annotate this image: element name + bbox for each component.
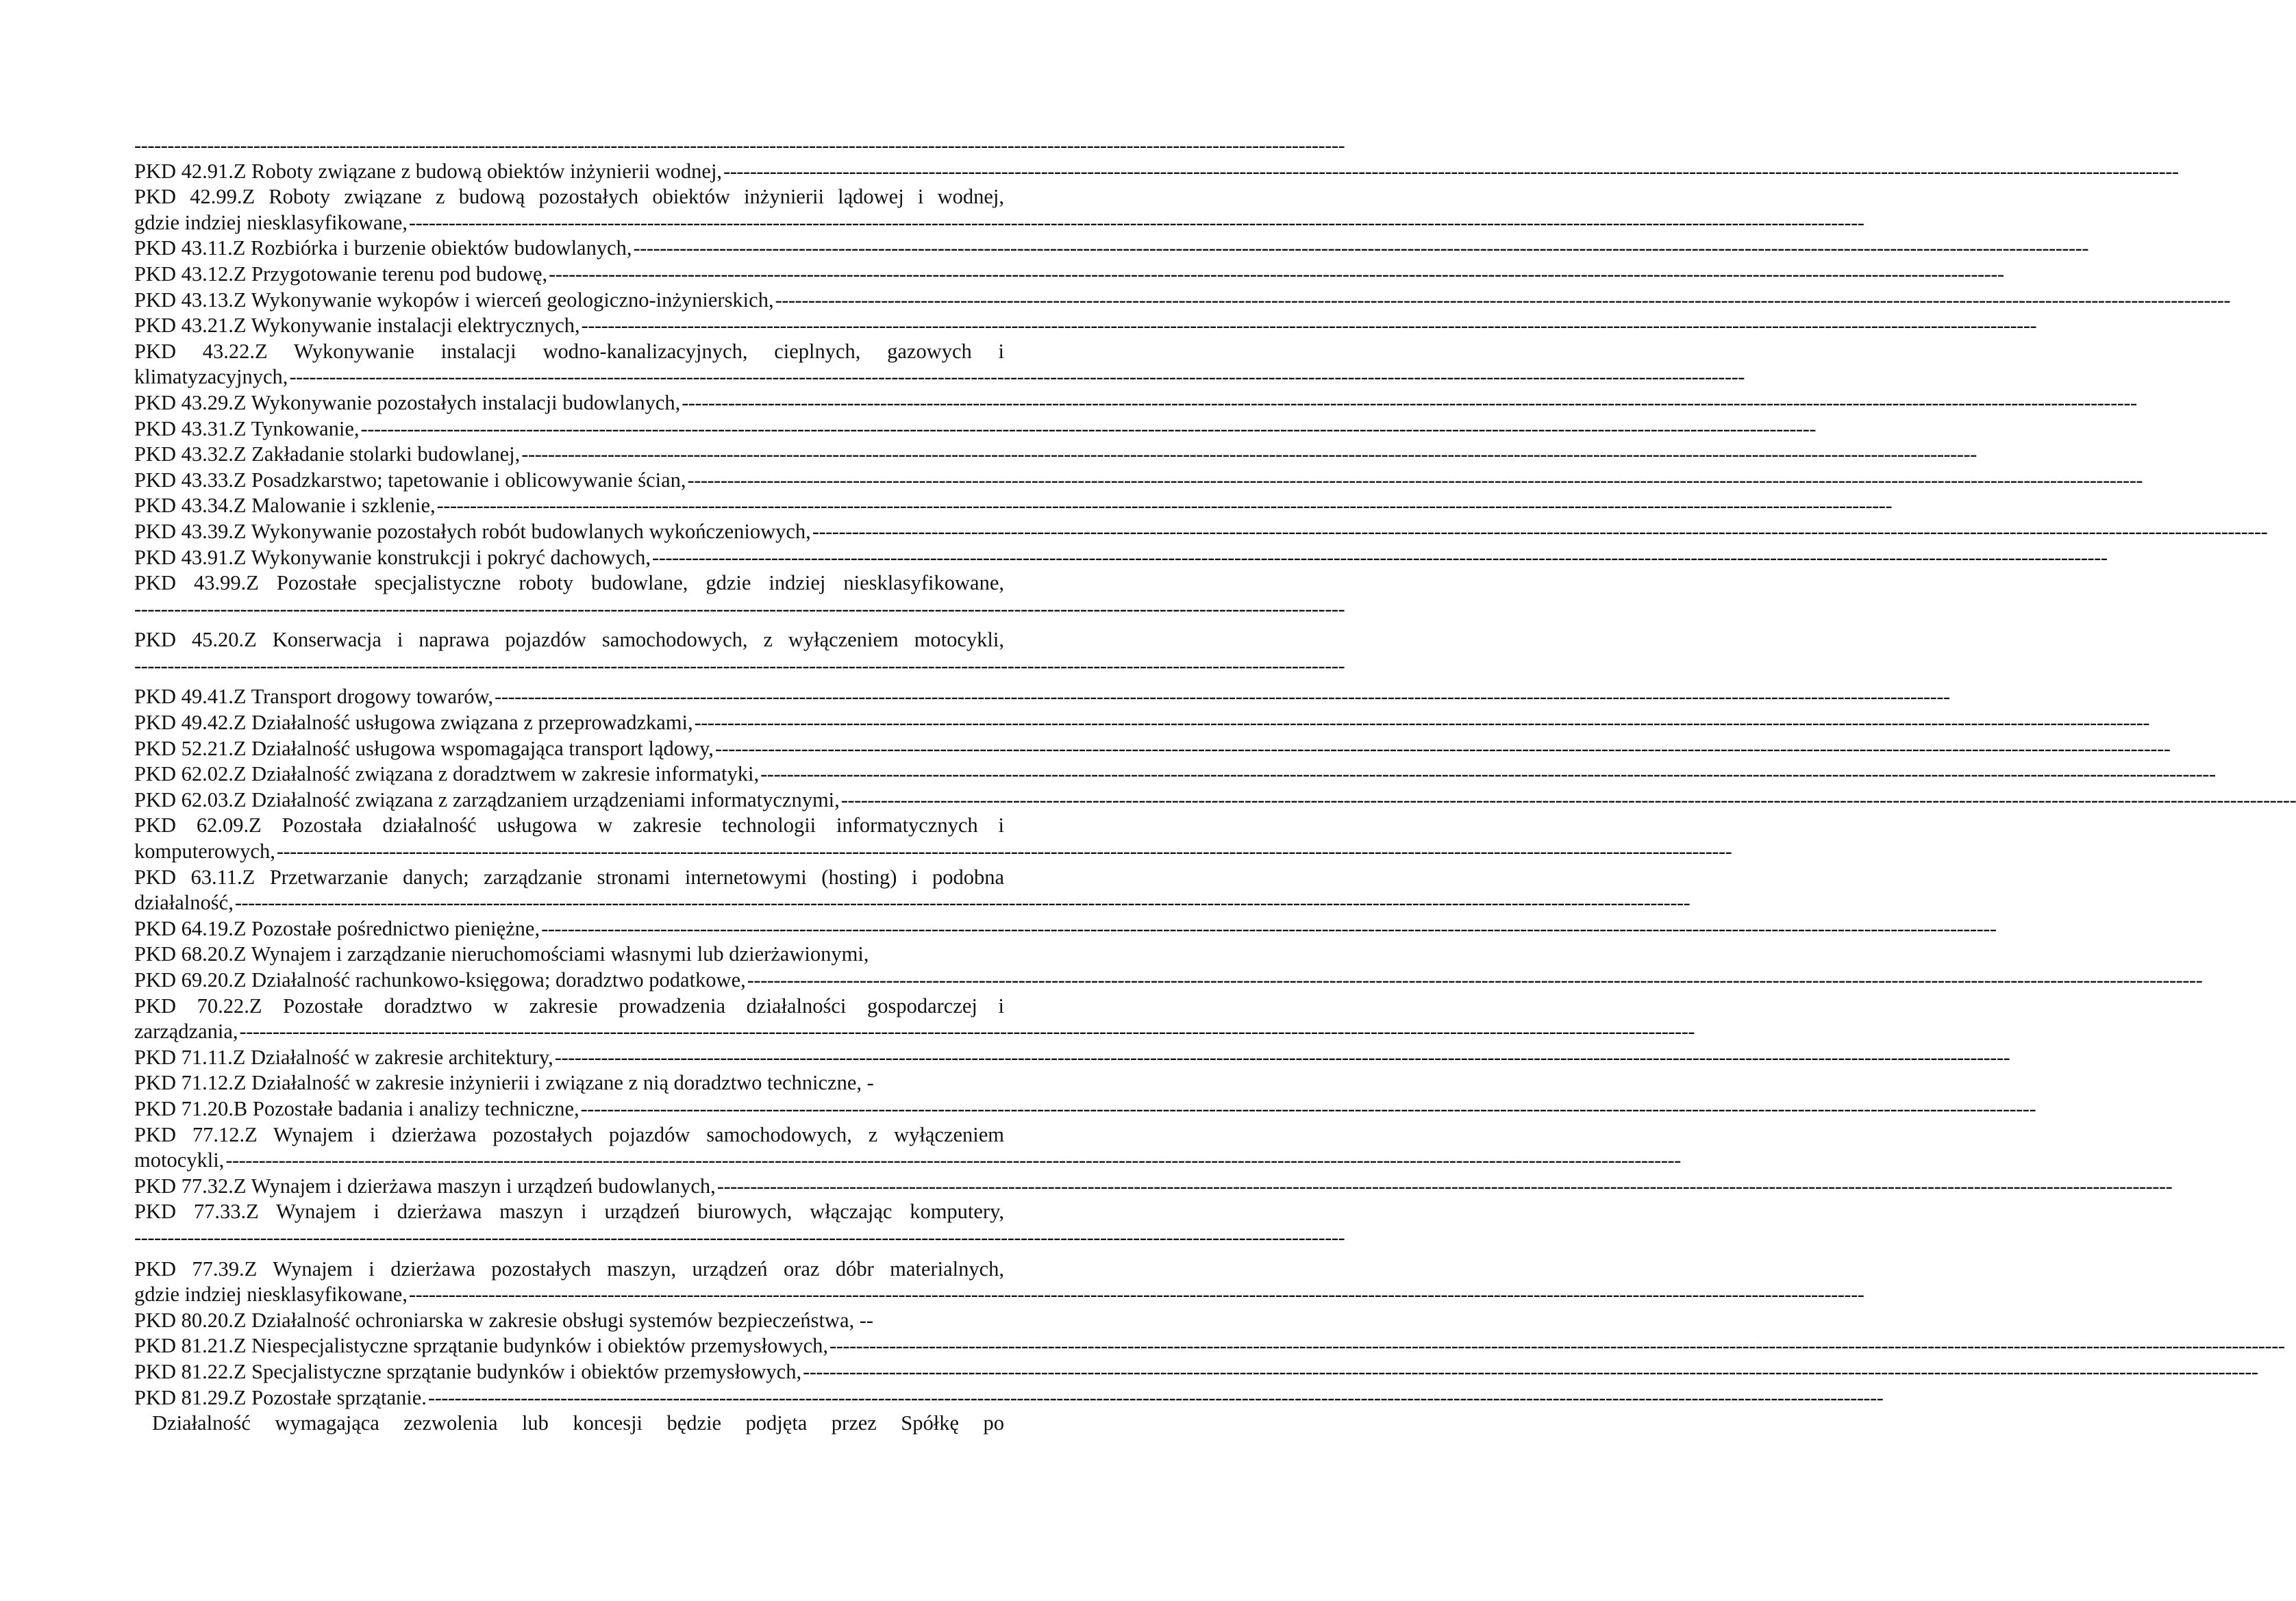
line-spacer bbox=[134, 1251, 1004, 1257]
pkd-line bbox=[134, 710, 2150, 736]
pkd-line-text: PKD 64.19.Z Pozostałe pośrednictwo pieniężne, bbox=[134, 916, 540, 940]
dash-leader: ---------------------------------------------------------------------------------------------------------------------------------------------------------------------------------------------------------------------------- bbox=[747, 968, 2203, 992]
pkd-line-text: PKD 43.29.Z Wykonywanie pozostałych instalacji budowlanych, bbox=[134, 390, 681, 414]
pkd-line: PKD 43.22.Z Wykonywanie instalacji wodno-kanalizacyjnych, cieplnych, gazowych i bbox=[134, 339, 1004, 363]
pkd-line-text: klimatyzacyjnych, bbox=[134, 365, 288, 389]
pkd-line bbox=[134, 236, 2088, 262]
pkd-line-text: gdzie indziej niesklasyfikowane, bbox=[134, 210, 408, 234]
pkd-line bbox=[134, 1359, 2258, 1385]
dash-leader: ---------------------------------------------------------------------------------------------------------------------------------------------------------------------------------------------------------------------------- bbox=[541, 916, 1997, 940]
dash-separator-text: --------------------------------------------------------------------------------------------------------------------------------------------------------------------------------------- bbox=[134, 1225, 1345, 1249]
pkd-line bbox=[134, 262, 2004, 288]
pkd-line: PKD 42.99.Z Roboty związane z budową pozostałych obiektów inżynierii lądowej i wodnej, bbox=[134, 185, 1004, 209]
dash-leader: ---------------------------------------------------------------------------------------------------------------------------------------------------------------------------------------------------------------------------- bbox=[495, 685, 1950, 709]
dash-leader: ---------------------------------------------------------------------------------------------------------------------------------------------------------------------------------------------------------------------------- bbox=[360, 416, 1817, 440]
dash-leader: ---------------------------------------------------------------------------------------------------------------------------------------------------------------------------------------------------------------------------- bbox=[225, 1148, 1681, 1172]
pkd-line bbox=[134, 1148, 1681, 1174]
pkd-line-text: PKD 81.21.Z Niespecjalistyczne sprzątanie budynków i obiektów przemysłowych, bbox=[134, 1334, 829, 1358]
pkd-line-text: PKD 43.91.Z Wykonywanie konstrukcji i pokryć dachowych, bbox=[134, 545, 651, 569]
dash-leader: ---------------------------------------------------------------------------------------------------------------------------------------------------------------------------------------------------------------------------- bbox=[289, 365, 1745, 389]
pkd-line: PKD 43.99.Z Pozostałe specjalistyczne roboty budowlane, gdzie indziej niesklasyfikowane, bbox=[134, 571, 1004, 595]
dash-leader: ---------------------------------------------------------------------------------------------------------------------------------------------------------------------------------------------------------------------------- bbox=[829, 1334, 2285, 1358]
dash-leader: ---------------------------------------------------------------------------------------------------------------------------------------------------------------------------------------------------------------------------- bbox=[580, 1096, 2036, 1120]
pkd-line-text: PKD 49.42.Z Działalność usługowa związana z przeprowadzkami, bbox=[134, 711, 693, 735]
pkd-line bbox=[134, 442, 1977, 468]
pkd-line-text: PKD 43.11.Z Rozbiórka i burzenie obiektów budowlanych, bbox=[134, 236, 632, 260]
dash-leader: ---------------------------------------------------------------------------------------------------------------------------------------------------------------------------------------------------------------------------- bbox=[682, 390, 2137, 414]
dash-separator-text: --------------------------------------------------------------------------------------------------------------------------------------------------------------------------------------- bbox=[134, 596, 1345, 620]
pkd-line bbox=[134, 787, 2296, 814]
dash-leader: ---------------------------------------------------------------------------------------------------------------------------------------------------------------------------------------------------------------------------- bbox=[633, 236, 2088, 260]
dash-separator-text: --------------------------------------------------------------------------------------------------------------------------------------------------------------------------------------- bbox=[134, 134, 1345, 157]
pkd-line: PKD 68.20.Z Wynajem i zarządzanie nieruchomościami własnymi lub dzierżawionymi, bbox=[134, 942, 869, 966]
dash-leader: ---------------------------------------------------------------------------------------------------------------------------------------------------------------------------------------------------------------------------- bbox=[812, 519, 2268, 543]
pkd-line bbox=[134, 1096, 2036, 1122]
pkd-line: PKD 77.39.Z Wynajem i dzierżawa pozostałych maszyn, urządzeń oraz dóbr materialnych, bbox=[134, 1257, 1004, 1281]
pkd-line-text: PKD 43.21.Z Wykonywanie instalacji elektrycznych, bbox=[134, 314, 580, 338]
pkd-line bbox=[134, 519, 2268, 545]
dash-leader: ---------------------------------------------------------------------------------------------------------------------------------------------------------------------------------------------------------------------------- bbox=[234, 891, 1690, 915]
dash-leader: ---------------------------------------------------------------------------------------------------------------------------------------------------------------------------------------------------------------------------- bbox=[775, 288, 2231, 312]
document-text-body bbox=[134, 133, 2296, 1437]
dash-leader: ---------------------------------------------------------------------------------------------------------------------------------------------------------------------------------------------------------------------------- bbox=[408, 1283, 1864, 1307]
dash-separator-text: --------------------------------------------------------------------------------------------------------------------------------------------------------------------------------------- bbox=[134, 653, 1345, 677]
pkd-line-text: PKD 43.39.Z Wykonywanie pozostałych robót budowlanych wykończeniowych, bbox=[134, 519, 811, 543]
pkd-line: PKD 45.20.Z Konserwacja i naprawa pojazdów samochodowych, z wyłączeniem motocykli, bbox=[134, 628, 1004, 652]
pkd-line-text: PKD 43.31.Z Tynkowanie, bbox=[134, 416, 360, 440]
pkd-line-text: motocykli, bbox=[134, 1148, 225, 1172]
pkd-line bbox=[134, 1282, 1864, 1308]
pkd-line: PKD 70.22.Z Pozostałe doradztwo w zakresie prowadzenia działalności gospodarczej i bbox=[134, 994, 1004, 1018]
dash-separator-line bbox=[134, 133, 1345, 159]
closing-paragraph-line: Działalność wymagająca zezwolenia lub koncesji będzie podjęta przez Spółkę po bbox=[152, 1411, 1004, 1435]
pkd-line-text: PKD 71.11.Z Działalność w zakresie architektury, bbox=[134, 1045, 553, 1069]
pkd-line bbox=[134, 1385, 1884, 1411]
pkd-line-text: PKD 62.02.Z Działalność związana z doradztwem w zakresie informatyki, bbox=[134, 762, 760, 786]
dash-separator-line bbox=[134, 653, 1345, 679]
pkd-line bbox=[134, 1174, 2173, 1200]
pkd-line: PKD 77.12.Z Wynajem i dzierżawa pozostałych pojazdów samochodowych, z wyłączeniem bbox=[134, 1122, 1004, 1146]
dash-leader: ---------------------------------------------------------------------------------------------------------------------------------------------------------------------------------------------------------------------------- bbox=[554, 1045, 2010, 1069]
pkd-line: PKD 62.09.Z Pozostała działalność usługowa w zakresie technologii informatycznych i bbox=[134, 814, 1004, 837]
pkd-line bbox=[134, 1019, 1695, 1045]
dash-leader: ---------------------------------------------------------------------------------------------------------------------------------------------------------------------------------------------------------------------------- bbox=[760, 762, 2216, 786]
pkd-line-text: PKD 52.21.Z Działalność usługowa wspomagająca transport lądowy, bbox=[134, 736, 714, 760]
dash-leader: ---------------------------------------------------------------------------------------------------------------------------------------------------------------------------------------------------------------------------- bbox=[427, 1385, 1884, 1409]
pkd-line bbox=[134, 468, 2143, 494]
dash-leader: ---------------------------------------------------------------------------------------------------------------------------------------------------------------------------------------------------------------------------- bbox=[652, 545, 2108, 569]
pkd-line: PKD 80.20.Z Działalność ochroniarska w zakresie obsługi systemów bezpieczeństwa, -- bbox=[134, 1308, 874, 1332]
pkd-line-text: zarządzania, bbox=[134, 1020, 238, 1044]
dash-leader: ---------------------------------------------------------------------------------------------------------------------------------------------------------------------------------------------------------------------------- bbox=[436, 494, 1893, 518]
pkd-line bbox=[134, 736, 2171, 762]
pkd-line-text: PKD 71.20.B Pozostałe badania i analizy techniczne, bbox=[134, 1096, 579, 1120]
dash-leader: ---------------------------------------------------------------------------------------------------------------------------------------------------------------------------------------------------------------------------- bbox=[408, 210, 1864, 234]
dash-leader: ---------------------------------------------------------------------------------------------------------------------------------------------------------------------------------------------------------------------------- bbox=[276, 840, 1732, 863]
dash-leader: ---------------------------------------------------------------------------------------------------------------------------------------------------------------------------------------------------------------------------- bbox=[549, 262, 2004, 286]
pkd-line-text: PKD 43.13.Z Wykonywanie wykopów i wierceń geologiczno-inżynierskich, bbox=[134, 288, 774, 312]
pkd-line bbox=[134, 1333, 2285, 1359]
pkd-line-text: PKD 69.20.Z Działalność rachunkowo-księgowa; doradztwo podatkowe, bbox=[134, 968, 746, 992]
pkd-line-text: PKD 49.41.Z Transport drogowy towarów, bbox=[134, 685, 494, 709]
dash-leader: ---------------------------------------------------------------------------------------------------------------------------------------------------------------------------------------------------------------------------- bbox=[716, 1174, 2173, 1198]
line-spacer bbox=[134, 622, 1004, 627]
pkd-line: PKD 63.11.Z Przetwarzanie danych; zarządzanie stronami internetowymi (hosting) i podobna bbox=[134, 865, 1004, 889]
pkd-line-text: PKD 62.03.Z Działalność związana z zarządzaniem urządzeniami informatycznymi, bbox=[134, 787, 840, 811]
dash-leader: ---------------------------------------------------------------------------------------------------------------------------------------------------------------------------------------------------------------------------- bbox=[239, 1020, 1695, 1044]
pkd-line-text: PKD 43.32.Z Zakładanie stolarki budowlanej, bbox=[134, 442, 521, 466]
dash-separator-line bbox=[134, 1225, 1345, 1251]
pkd-line-text: PKD 43.33.Z Posadzkarstwo; tapetowanie i oblicowywanie ścian, bbox=[134, 468, 686, 492]
dash-leader: ---------------------------------------------------------------------------------------------------------------------------------------------------------------------------------------------------------------------------- bbox=[803, 1359, 2258, 1383]
pkd-line-text: PKD 42.91.Z Roboty związane z budową obiektów inżynierii wodnej, bbox=[134, 159, 723, 183]
pkd-line: PKD 77.33.Z Wynajem i dzierżawa maszyn i urządzeń biurowych, włączając komputery, bbox=[134, 1200, 1004, 1224]
pkd-line-text: komputerowych, bbox=[134, 840, 275, 863]
pkd-line bbox=[134, 545, 2108, 571]
dash-separator-line bbox=[134, 596, 1345, 622]
pkd-line bbox=[134, 416, 1817, 442]
dash-leader: ---------------------------------------------------------------------------------------------------------------------------------------------------------------------------------------------------------------------------- bbox=[694, 711, 2150, 735]
pkd-line bbox=[134, 390, 2137, 416]
pkd-line bbox=[134, 761, 2216, 787]
pkd-line bbox=[134, 890, 1690, 916]
pkd-line-text: działalność, bbox=[134, 891, 234, 915]
pkd-line-text: PKD 81.22.Z Specjalistyczne sprzątanie budynków i obiektów przemysłowych, bbox=[134, 1359, 802, 1383]
pkd-line-text: PKD 77.32.Z Wynajem i dzierżawa maszyn i urządzeń budowlanych, bbox=[134, 1174, 716, 1198]
pkd-line bbox=[134, 313, 2037, 339]
pkd-line bbox=[134, 684, 1950, 710]
pkd-line bbox=[134, 210, 1864, 236]
pkd-line bbox=[134, 839, 1732, 865]
dash-leader: ---------------------------------------------------------------------------------------------------------------------------------------------------------------------------------------------------------------------------- bbox=[581, 314, 2037, 338]
pkd-line bbox=[134, 364, 1745, 390]
dash-leader: ---------------------------------------------------------------------------------------------------------------------------------------------------------------------------------------------------------------------------- bbox=[687, 468, 2143, 492]
pkd-line: PKD 71.12.Z Działalność w zakresie inżynierii i związane z nią doradztwo techniczne, - bbox=[134, 1071, 874, 1095]
pkd-line bbox=[134, 1045, 2010, 1071]
line-spacer bbox=[134, 679, 1004, 684]
pkd-line bbox=[134, 916, 1997, 942]
pkd-line-text: PKD 43.34.Z Malowanie i szklenie, bbox=[134, 494, 436, 518]
pkd-line-text: PKD 81.29.Z Pozostałe sprzątanie. bbox=[134, 1385, 427, 1409]
pkd-line bbox=[134, 288, 2231, 314]
dash-leader: ---------------------------------------------------------------------------------------------------------------------------------------------------------------------------------------------------------------------------- bbox=[714, 736, 2171, 760]
dash-leader: ---------------------------------------------------------------------------------------------------------------------------------------------------------------------------------------------------------------------------- bbox=[840, 787, 2296, 811]
pkd-line-text: PKD 43.12.Z Przygotowanie terenu pod budowę, bbox=[134, 262, 548, 286]
dash-leader: ---------------------------------------------------------------------------------------------------------------------------------------------------------------------------------------------------------------------------- bbox=[521, 442, 1977, 466]
pkd-line-text: gdzie indziej niesklasyfikowane, bbox=[134, 1283, 408, 1307]
dash-leader: ---------------------------------------------------------------------------------------------------------------------------------------------------------------------------------------------------------------------------- bbox=[723, 159, 2179, 183]
pkd-line bbox=[134, 493, 1893, 519]
pkd-line bbox=[134, 159, 2179, 185]
pkd-line bbox=[134, 968, 2203, 994]
